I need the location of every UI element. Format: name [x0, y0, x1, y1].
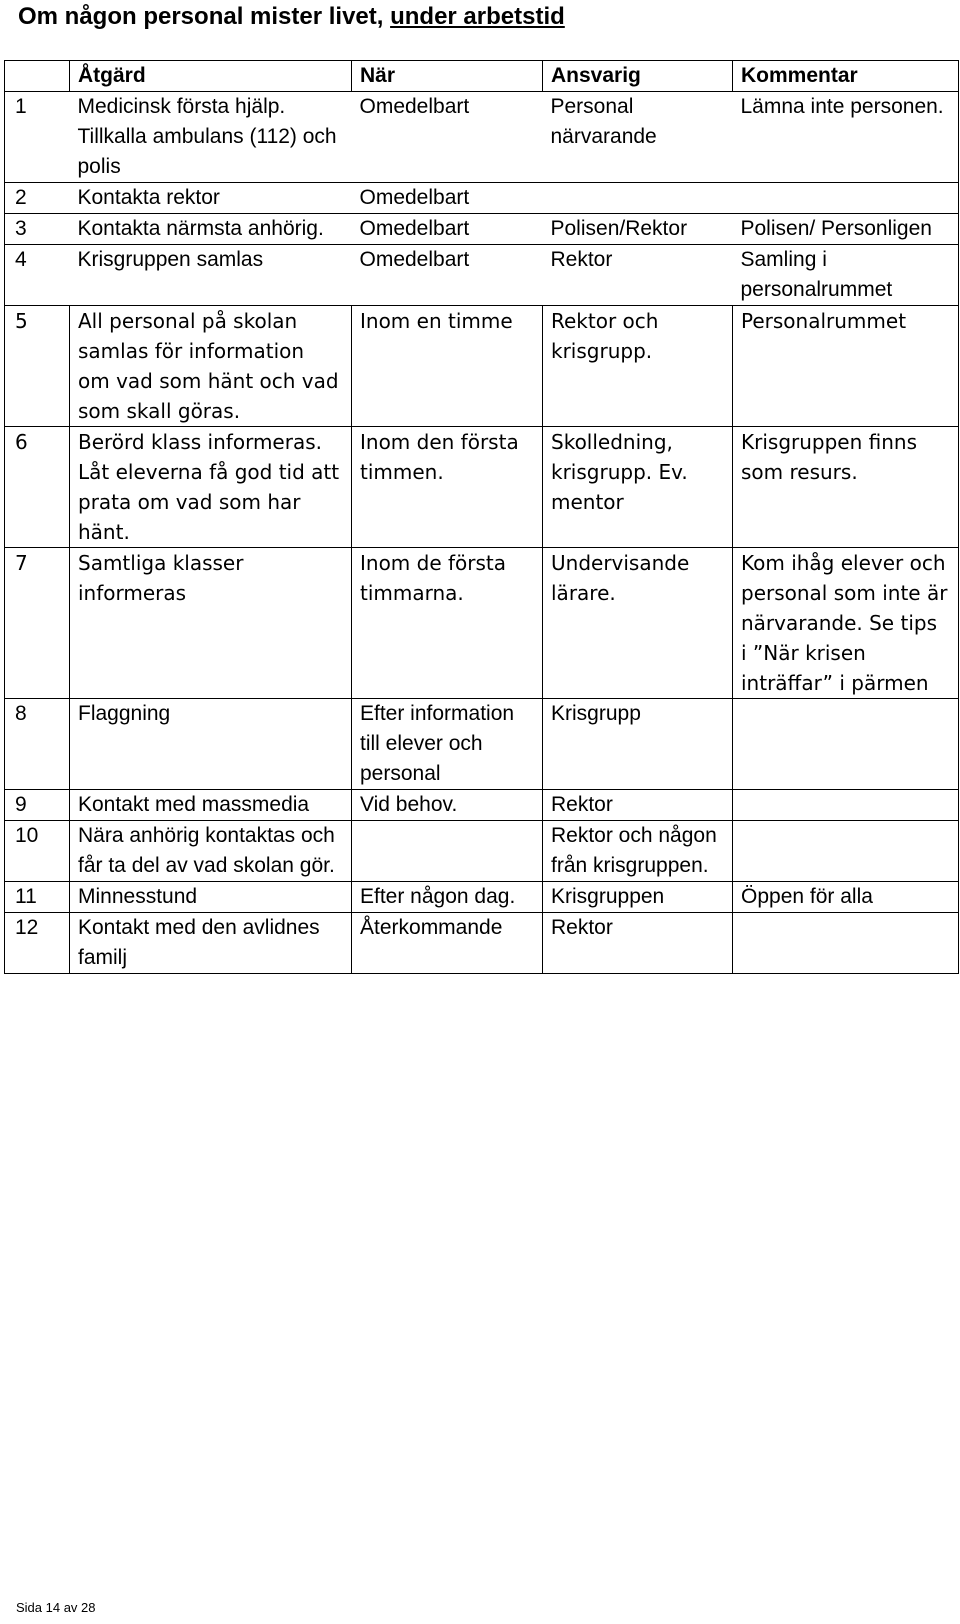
row-when: Omedelbart [352, 245, 543, 306]
row-responsible: Polisen/Rektor [543, 214, 733, 245]
row-action: All personal på skolan samlas för information om vad som hänt och vad som skall göras. [70, 306, 352, 427]
row-when: Inom en timme [352, 306, 543, 427]
table-row [5, 790, 959, 821]
row-action: Medicinsk första hjälp. Tillkalla ambulans (112) och polis [70, 92, 352, 183]
row-when: Omedelbart [352, 214, 543, 245]
row-responsible [543, 183, 733, 214]
row-number: 10 [5, 821, 70, 882]
row-comment: Öppen för alla [733, 882, 959, 913]
row-responsible: Rektor [543, 790, 733, 821]
row-when: Efter någon dag. [352, 882, 543, 913]
row-action: Minnesstund [70, 882, 352, 913]
row-action: Krisgruppen samlas [70, 245, 352, 306]
header-action: Åtgärd [70, 61, 352, 92]
row-when: Efter information till elever och personal [352, 699, 543, 790]
row-action: Samtliga klasser informeras [70, 548, 352, 699]
row-responsible: Krisgruppen [543, 882, 733, 913]
table-row [5, 245, 959, 306]
row-comment [733, 790, 959, 821]
row-number: 11 [5, 882, 70, 913]
row-responsible: Skolledning, krisgrupp. Ev. mentor [543, 427, 733, 548]
page-footer: Sida 14 av 28 [16, 1600, 96, 1615]
page-title-text: Om någon personal mister livet, [18, 3, 391, 30]
row-comment: Lämna inte personen. [733, 92, 959, 183]
row-action: Kontakta rektor [70, 183, 352, 214]
table-row [5, 882, 959, 913]
row-when [352, 821, 543, 882]
row-number: 8 [5, 699, 70, 790]
table-row [5, 821, 959, 882]
row-action: Kontakta närmsta anhörig. [70, 214, 352, 245]
row-number: 1 [5, 92, 70, 183]
row-responsible: Rektor [543, 245, 733, 306]
action-plan-table [4, 60, 959, 974]
row-number: 3 [5, 214, 70, 245]
header-when: När [352, 61, 543, 92]
table-row [5, 427, 959, 548]
table-header-row [5, 61, 959, 92]
header-comment: Kommentar [733, 61, 959, 92]
row-action: Kontakt med massmedia [70, 790, 352, 821]
row-when: Återkommande [352, 913, 543, 974]
page-title-underlined: under arbetstid [390, 3, 565, 30]
row-number: 6 [5, 427, 70, 548]
header-responsible: Ansvarig [543, 61, 733, 92]
row-responsible: Krisgrupp [543, 699, 733, 790]
row-when: Omedelbart [352, 92, 543, 183]
row-when: Vid behov. [352, 790, 543, 821]
row-when: Omedelbart [352, 183, 543, 214]
row-when: Inom de första timmarna. [352, 548, 543, 699]
row-action: Berörd klass informeras. Låt eleverna få god tid att prata om vad som har hänt. [70, 427, 352, 548]
row-number: 9 [5, 790, 70, 821]
row-responsible: Personal närvarande [543, 92, 733, 183]
row-number: 7 [5, 548, 70, 699]
table-row [5, 214, 959, 245]
row-number: 4 [5, 245, 70, 306]
row-comment [733, 821, 959, 882]
row-comment: Kom ihåg elever och personal som inte är närvarande. Se tips i ”När krisen inträffar” i pärmen [733, 548, 959, 699]
row-responsible: Rektor [543, 913, 733, 974]
row-responsible: Rektor och krisgrupp. [543, 306, 733, 427]
row-action: Flaggning [70, 699, 352, 790]
row-when: Inom den första timmen. [352, 427, 543, 548]
row-comment: Samling i personalrummet [733, 245, 959, 306]
row-action: Nära anhörig kontaktas och får ta del av vad skolan gör. [70, 821, 352, 882]
row-responsible: Undervisande lärare. [543, 548, 733, 699]
row-number: 5 [5, 306, 70, 427]
row-comment [733, 913, 959, 974]
header-number [5, 61, 70, 92]
table-row [5, 92, 959, 183]
table-row [5, 548, 959, 699]
row-comment [733, 699, 959, 790]
row-comment: Personalrummet [733, 306, 959, 427]
row-comment: Krisgruppen finns som resurs. [733, 427, 959, 548]
table-row [5, 183, 959, 214]
row-number: 2 [5, 183, 70, 214]
table-row [5, 913, 959, 974]
row-comment [733, 183, 959, 214]
row-action: Kontakt med den avlidnes familj [70, 913, 352, 974]
row-responsible: Rektor och någon från krisgruppen. [543, 821, 733, 882]
row-number: 12 [5, 913, 70, 974]
row-comment: Polisen/ Personligen [733, 214, 959, 245]
page-title [18, 2, 565, 32]
table-row [5, 699, 959, 790]
table-row [5, 306, 959, 427]
